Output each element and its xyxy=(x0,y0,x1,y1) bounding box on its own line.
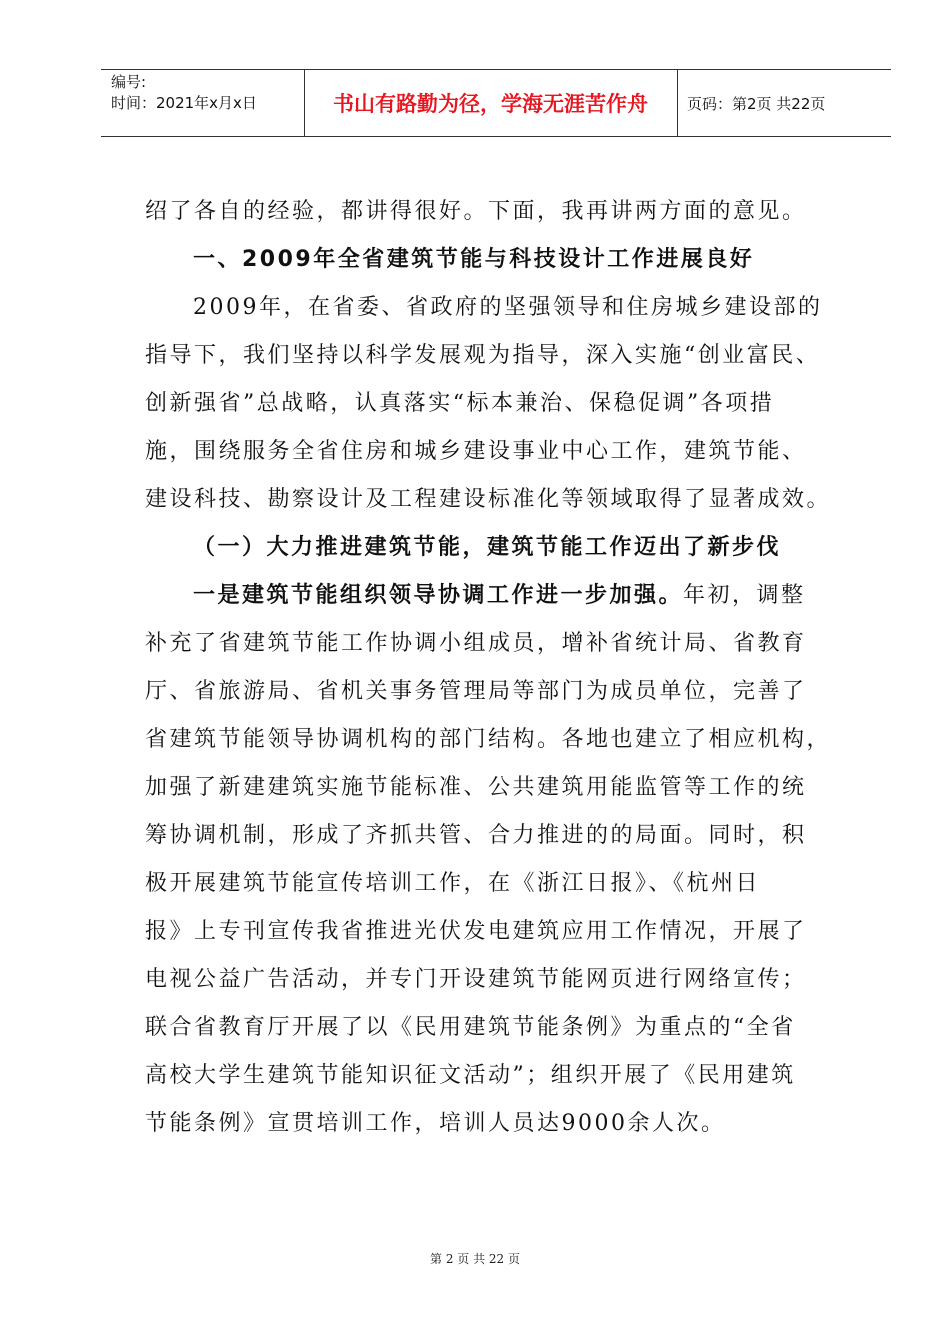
page-footer: 第 2 页 共 22 页 xyxy=(430,1252,520,1266)
header-page-info: 页码：第2页 共22页 xyxy=(687,94,826,113)
text-line: 报》上专刊宣传我省推进光伏发电建筑应用工作情况，开展了 xyxy=(145,919,807,944)
text-line: 省建筑节能领导协调机构的部门结构。各地也建立了相应机构， xyxy=(145,727,832,752)
text-line: 节能条例》宣贯培训工作，培训人员达9000余人次。 xyxy=(145,1111,726,1136)
page-header xyxy=(101,69,891,137)
text-line: 筹协调机制，形成了齐抓共管、合力推进的的局面。同时，积 xyxy=(145,823,807,848)
text-line: 指导下，我们坚持以科学发展观为指导，深入实施“创业富民、 xyxy=(145,343,821,368)
number-label: 编号: xyxy=(111,73,147,91)
section-heading: 一、2009年全省建筑节能与科技设计工作进展良好 xyxy=(193,247,755,272)
document-body xyxy=(145,188,850,1148)
text-line: 绍了各自的经验，都讲得很好。下面，我再讲两方面的意见。 xyxy=(145,199,807,224)
text-line: 施，围绕服务全省住房和城乡建设事业中心工作，建筑节能、 xyxy=(145,439,807,464)
lead-sentence: 一是建筑节能组织领导协调工作进一步加强。 xyxy=(193,583,684,608)
time-label: 时间：2021年x月x日 xyxy=(111,94,257,112)
header-motto: 书山有路勤为径，学海无涯苦作舟 xyxy=(333,91,648,116)
text-line: 联合省教育厅开展了以《民用建筑节能条例》为重点的“全省 xyxy=(145,1015,796,1040)
header-divider xyxy=(677,70,678,136)
text-line: 极开展建筑节能宣传培训工作，在《浙江日报》、《杭州日 xyxy=(145,871,761,896)
text-line: 高校大学生建筑节能知识征文活动”；组织开展了《民用建筑 xyxy=(145,1063,796,1088)
text-line: 2009年，在省委、省政府的坚强领导和住房城乡建设部的 xyxy=(193,295,823,320)
text-line: 厅、省旅游局、省机关事务管理局等部门为成员单位，完善了 xyxy=(145,679,807,704)
header-left xyxy=(111,72,257,114)
subsection-heading: （一）大力推进建筑节能，建筑节能工作迈出了新步伐 xyxy=(193,535,782,560)
text-line: 加强了新建建筑实施节能标准、公共建筑用能监管等工作的统 xyxy=(145,775,807,800)
text-line: 电视公益广告活动，并专门开设建筑节能网页进行网络宣传； xyxy=(145,967,807,992)
text-line xyxy=(145,572,850,620)
text-run: 年初，调整 xyxy=(683,583,806,608)
text-line: 创新强省”总战略，认真落实“标本兼治、保稳促调”各项措 xyxy=(145,391,775,416)
text-line: 补充了省建筑节能工作协调小组成员，增补省统计局、省教育 xyxy=(145,631,807,656)
text-line: 建设科技、勘察设计及工程建设标准化等领域取得了显著成效。 xyxy=(145,487,832,512)
